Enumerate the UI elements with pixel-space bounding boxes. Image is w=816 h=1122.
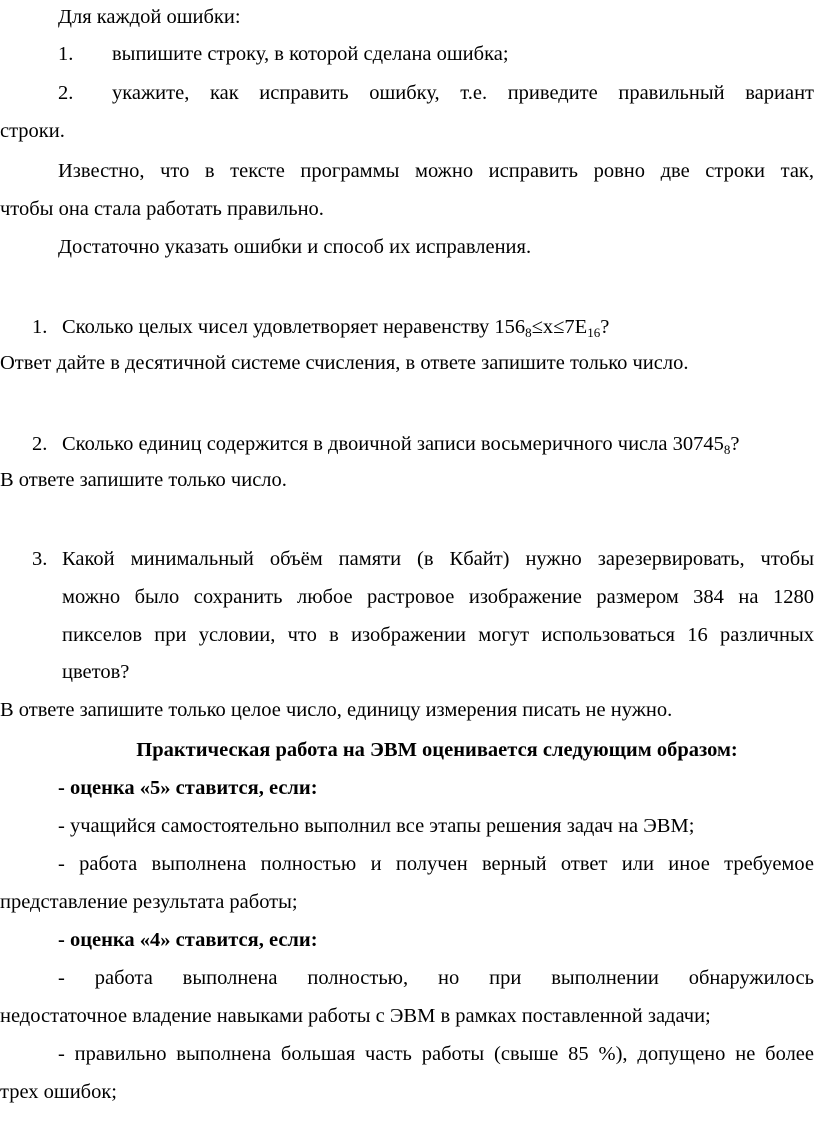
- grade-4-criterion: - правильно выполнена большая часть работы (свыше 85 %), допущено не более: [58, 1043, 814, 1065]
- question-1-note: Ответ дайте в десятичной системе счисления, в ответе запишите только число.: [0, 352, 689, 374]
- grade-5-criterion-continued: представление результата работы;: [0, 891, 298, 913]
- grade-4-heading: - оценка «4» ставится, если:: [58, 929, 318, 951]
- question-2-note: В ответе запишите только число.: [0, 469, 287, 491]
- question-text: Какой минимальный объём памяти (в Кбайт) нужно зарезервировать, чтобы: [62, 548, 814, 570]
- paragraph: Достаточно указать ошибки и способ их исправления.: [58, 236, 532, 258]
- grade-5-criterion: - учащийся самостоятельно выполнил все этапы решения задач на ЭВМ;: [58, 815, 695, 837]
- question-text: можно было сохранить любое растровое изображение размером 384 на 1280: [62, 586, 814, 608]
- question-text: Сколько единиц содержится в двоичной записи восьмеричного числа $30745_8$?: [62, 433, 740, 457]
- grade-4-criterion-continued: недостаточное владение навыками работы с ЭВМ в рамках поставленной задачи;: [0, 1005, 711, 1027]
- question-3-note: В ответе запишите только целое число, единицу измерения писать не нужно.: [0, 699, 673, 721]
- question-number: 2.: [32, 433, 48, 455]
- list-number: 1.: [58, 43, 74, 65]
- question-number: 3.: [32, 548, 48, 570]
- list-text-continued: строки.: [0, 120, 65, 142]
- question-text: пикселов при условии, что в изображении могут использоваться 16 различных: [62, 624, 814, 646]
- grade-5-heading: - оценка «5» ставится, если:: [58, 777, 318, 799]
- grade-4-criterion: - работа выполнена полностью, но при выполнении обнаружилось: [58, 967, 814, 989]
- paragraph: Известно, что в тексте программы можно исправить ровно две строки так,: [58, 160, 814, 182]
- question-text: цветов?: [62, 661, 130, 683]
- grade-4-criterion-continued: трех ошибок;: [0, 1081, 118, 1103]
- grade-5-criterion: - работа выполнена полностью и получен верный ответ или иное требуемое: [58, 853, 814, 875]
- question-number: 1.: [32, 316, 48, 338]
- list-text: укажите, как исправить ошибку, т.е. приведите правильный вариант: [112, 82, 814, 104]
- intro-line: Для каждой ошибки:: [58, 6, 241, 28]
- list-number: 2.: [58, 82, 74, 104]
- list-text: выпишите строку, в которой сделана ошибка;: [112, 43, 509, 65]
- paragraph-continued: чтобы она стала работать правильно.: [0, 198, 324, 220]
- grading-title: Практическая работа на ЭВМ оценивается следующим образом:: [136, 739, 738, 761]
- question-text: Сколько целых чисел удовлетворяет неравенству $156_8\le x\le 7E_{16}$?: [62, 316, 610, 340]
